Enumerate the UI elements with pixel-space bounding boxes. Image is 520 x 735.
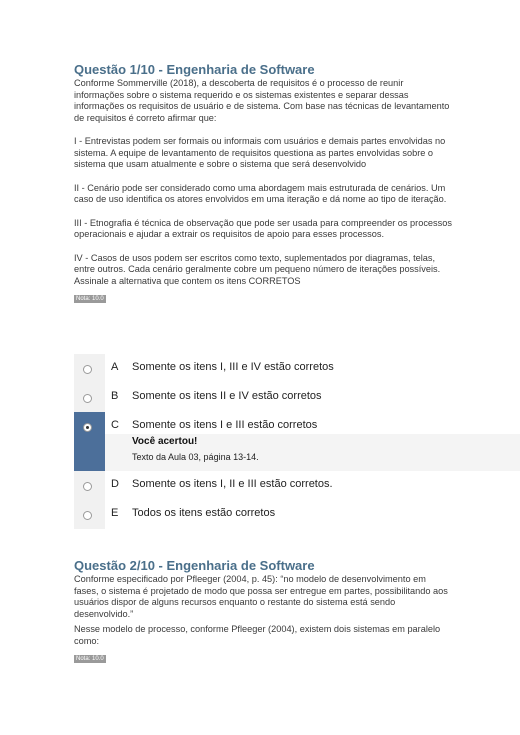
option-e[interactable]: [74, 500, 520, 529]
question-1: [74, 62, 452, 305]
answer-options: [74, 354, 520, 529]
question-2-title: Questão 2/10 - Engenharia de Software: [74, 558, 315, 573]
statement-1: I - Entrevistas podem ser formais ou informais com usuários e demais partes envolvidas no sistema. A equipe de levantamento de requisitos questiona as partes envolvidas sobre o sistema que usam atualmente e sobre o sistema que será desenvolvido: [74, 136, 446, 169]
option-c-text: Somente os itens I e III estão corretos: [132, 419, 318, 431]
option-e-text: Todos os itens estão corretos: [132, 507, 276, 519]
option-b-text: Somente os itens II e IV estão corretos: [132, 390, 322, 402]
question-1-intro: Conforme Sommerville (2018), a descoberta de requisitos é o processo de reunir informações sobre o sistema requerido e os sistemas existentes e separar dessas informações os requisitos de usuário e de sistema. Com base nas técnicas de levantamento de requisitos é correto afirmar que:: [74, 78, 450, 123]
grade-badge: Nota: 10.0: [76, 296, 104, 302]
option-b[interactable]: [74, 383, 520, 412]
grade-badge-2: Nota: 10.0: [76, 656, 104, 662]
statement-3: III - Etnografia é técnica de observação que pode ser usada para compreender os processos operacionais e ajudar a extrair os requisitos de apoio para esses processos.: [74, 217, 452, 239]
feedback-panel: [105, 434, 520, 471]
radio-e[interactable]: [83, 511, 92, 520]
option-a-text: Somente os itens I, III e IV estão corretos: [132, 361, 334, 373]
feedback-title: Você acertou!: [132, 436, 198, 447]
question-2: [74, 558, 452, 665]
statement-4: IV - Casos de usos podem ser escritos como texto, suplementados por diagramas, telas, entre outros. Cada cenário geralmente cobre um pequeno número de iterações possíveis.: [74, 252, 441, 274]
radio-c[interactable]: [83, 423, 92, 432]
option-d-text: Somente os itens I, II e III estão corretos.: [132, 478, 333, 490]
question-1-title: Questão 1/10 - Engenharia de Software: [74, 62, 315, 77]
option-c-letter: C: [111, 419, 119, 431]
feedback-text: Texto da Aula 03, página 13-14.: [132, 452, 259, 462]
radio-d[interactable]: [83, 482, 92, 491]
option-c[interactable]: [74, 412, 520, 471]
option-b-letter: B: [111, 390, 119, 402]
question-2-text: Nesse modelo de processo, conforme Pfleeger (2004), existem dois sistemas em paralelo como:: [74, 624, 441, 646]
option-e-letter: E: [111, 507, 119, 519]
statement-2: II - Cenário pode ser considerado como uma abordagem mais estruturada de cenários. Um caso de uso identifica os atores envolvidos em uma iteração e dá nome ao tipo de iteração.: [74, 182, 447, 204]
option-a-letter: A: [111, 361, 119, 373]
question-1-prompt: Assinale a alternativa que contem os itens CORRETOS: [74, 275, 301, 286]
option-c-strip: [74, 412, 105, 471]
option-d-letter: D: [111, 478, 119, 490]
radio-b[interactable]: [83, 394, 92, 403]
radio-a[interactable]: [83, 365, 92, 374]
option-a[interactable]: [74, 354, 520, 383]
option-d[interactable]: [74, 471, 520, 500]
question-2-quote: Conforme especificado por Pfleeger (2004, p. 45): “no modelo de desenvolvimento em fases, o sistema é projetado de modo que possa ser entregue em partes, possibilitando aos usuários dispor de alguns recursos enquanto o restante do sistema está sendo desenvolvido.”: [74, 574, 448, 619]
